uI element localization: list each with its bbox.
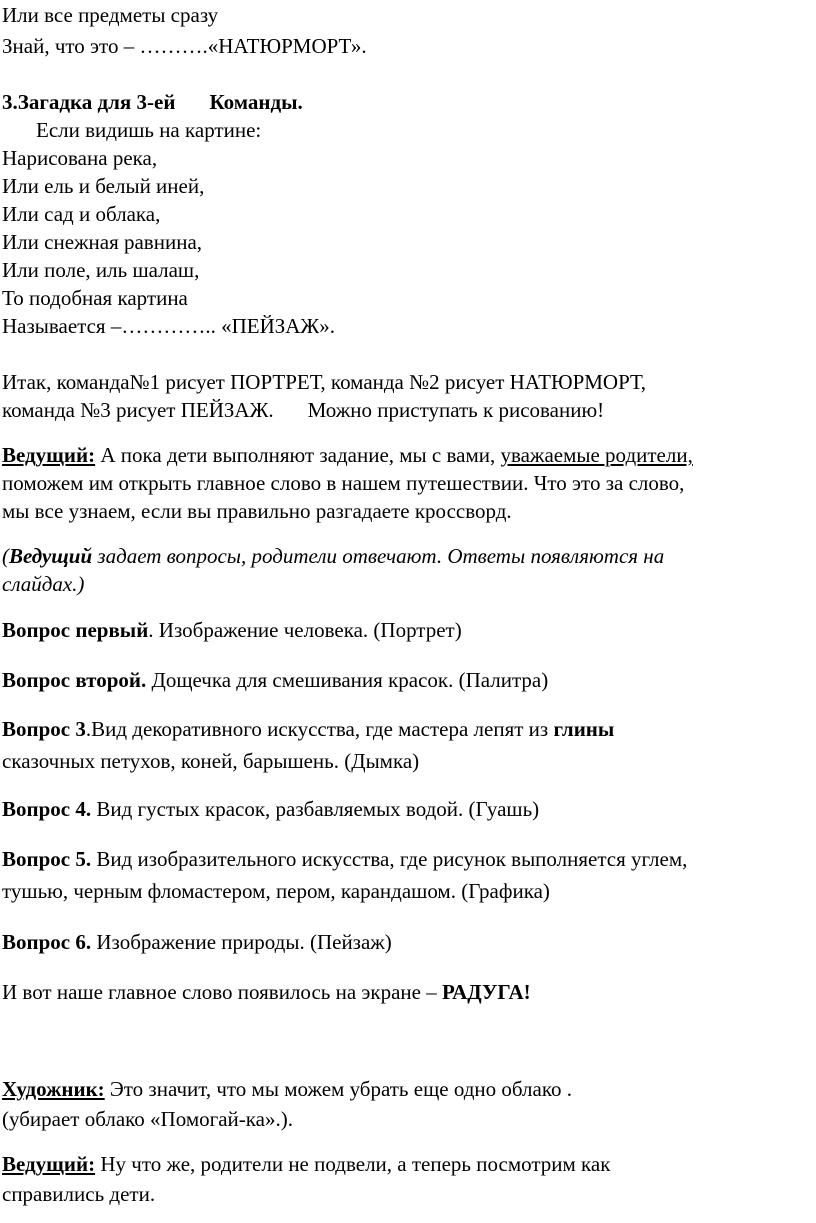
- summary-line: [2, 397, 604, 423]
- question-label: Вопрос первый: [2, 618, 149, 642]
- speech-text: А пока дети выполняют задание, мы с вами,: [95, 443, 501, 467]
- question-line: [2, 667, 548, 693]
- poem-line: Или сад и облака,: [2, 202, 161, 226]
- question-line: [2, 617, 462, 643]
- main-word-line: [2, 979, 531, 1005]
- question-text: Дощечка для смешивания красок. (Палитра): [146, 668, 549, 692]
- summary-line: Итак, команда№1 рисует ПОРТРЕТ, команда №2 рисует НАТЮРМОРТ,: [2, 370, 646, 394]
- poem-line: Нарисована река,: [2, 146, 158, 170]
- question-text: . Изображение человека. (Портрет): [148, 618, 462, 642]
- poem-line: Или ель и белый иней,: [2, 174, 205, 198]
- host-speech-line: [2, 442, 693, 468]
- riddle-3-title-part: 3.Загадка для 3-ей: [2, 90, 176, 114]
- question-label: Вопрос 6.: [2, 930, 92, 954]
- question-label: Вопрос 5.: [2, 847, 92, 871]
- speech-text: Это значит, что мы можем убрать еще одно облако .: [104, 1077, 572, 1101]
- main-word: РАДУГА!: [442, 980, 531, 1004]
- stage-note-line: слайдах.): [2, 572, 85, 596]
- summary-part: команда №3 рисует ПЕЙЗАЖ.: [2, 398, 274, 422]
- question-line: [2, 846, 687, 872]
- riddle-3-title: [2, 89, 303, 115]
- poem-line: Называется –………….. «ПЕЙЗАЖ».: [2, 314, 335, 338]
- question-line: тушью, черным фломастером, пером, карандашом. (Графика): [2, 879, 550, 903]
- main-word-text: И вот наше главное слово появилось на экране –: [2, 980, 442, 1004]
- question-line: сказочных петухов, коней, барышень. (Дымка): [2, 749, 420, 773]
- artist-speech-line: [2, 1076, 572, 1102]
- artist-speech-line: (убирает облако «Помогай-ка».).: [2, 1107, 293, 1131]
- question-label: Вопрос второй.: [2, 668, 147, 692]
- stage-note-speaker: Ведущий: [9, 544, 93, 568]
- poem-line: Если видишь на картине:: [36, 118, 262, 142]
- speech-underlined: уважаемые родители,: [500, 443, 693, 467]
- poem-line: Или снежная равнина,: [2, 230, 203, 254]
- poem-line: Или поле, иль шалаш,: [2, 258, 200, 282]
- host-speech-line: мы все узнаем, если вы правильно разгадаете кроссворд.: [2, 499, 512, 523]
- question-line: [2, 716, 614, 742]
- stage-note-open: (: [2, 544, 9, 568]
- speaker-label: Художник:: [2, 1077, 105, 1101]
- question-text: .Вид декоративного искусства, где мастера лепят из: [85, 717, 554, 741]
- text-line: Знай, что это – ……….«НАТЮРМОРТ».: [2, 34, 367, 58]
- question-label: Вопрос 3: [2, 717, 86, 741]
- poem-line: То подобная картина: [2, 286, 188, 310]
- speaker-label: Ведущий:: [2, 443, 96, 467]
- summary-part: Можно приступать к рисованию!: [307, 398, 605, 422]
- stage-note-text: задает вопросы, родители отвечают. Ответы появляются на: [92, 544, 665, 568]
- question-text: Вид густых красок, разбавляемых водой. (Гуашь): [91, 797, 540, 821]
- speech-text: Ну что же, родители не подвели, а теперь посмотрим как: [95, 1152, 611, 1176]
- host-speech-line: поможем им открыть главное слово в нашем путешествии. Что это за слово,: [2, 471, 685, 495]
- speaker-label: Ведущий:: [2, 1152, 96, 1176]
- question-line: [2, 929, 392, 955]
- riddle-3-title-part: Команды.: [209, 90, 303, 114]
- host-speech-line: [2, 1151, 610, 1177]
- text-line: Или все предметы сразу: [2, 3, 219, 27]
- question-text: Изображение природы. (Пейзаж): [91, 930, 392, 954]
- question-label: Вопрос 4.: [2, 797, 92, 821]
- question-line: [2, 796, 539, 822]
- question-text: Вид изобразительного искусства, где рисунок выполняется углем,: [91, 847, 688, 871]
- question-bold-word: глины: [553, 717, 615, 741]
- host-speech-line: справились дети.: [2, 1182, 156, 1206]
- stage-note-line: [2, 543, 664, 569]
